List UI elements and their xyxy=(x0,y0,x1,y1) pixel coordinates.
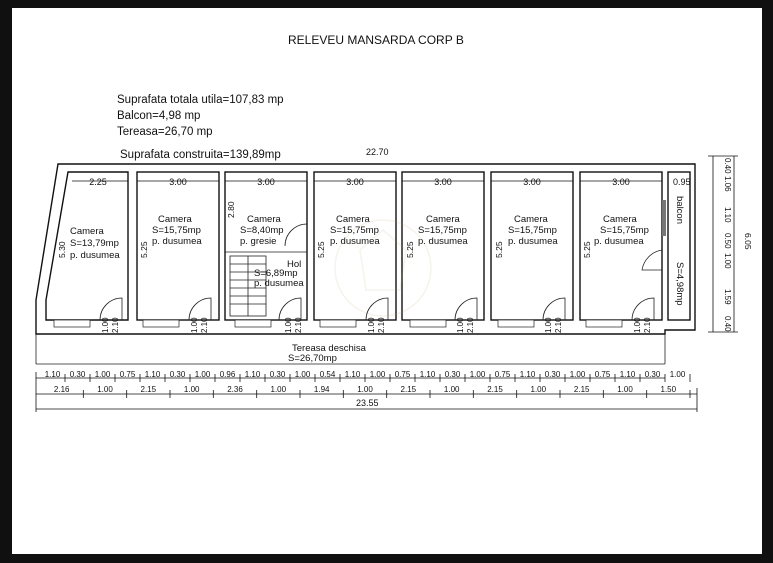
room-area: S=15,75mp xyxy=(152,225,201,236)
door-dimension-labels xyxy=(101,317,652,333)
bottom-dim-value: 1.94 xyxy=(313,385,330,394)
bottom-dim-value: 1.00 xyxy=(270,385,287,394)
bottom-dim-value: 0.75 xyxy=(394,370,411,379)
bottom-dim-value: 1.10 xyxy=(144,370,161,379)
bottom-dim-value: 1.00 xyxy=(617,385,633,394)
summary-built-area: Suprafata construita=139,89mp xyxy=(120,149,281,161)
svg-text:2.10: 2.10 xyxy=(554,317,563,333)
balcony-door-swing xyxy=(642,250,662,270)
room-area: S=15,75mp xyxy=(508,225,557,236)
right-dim: 1.10 xyxy=(723,207,732,223)
room-4 xyxy=(316,177,380,258)
bottom-dim-value: 0.30 xyxy=(444,370,461,379)
room-name: Camera xyxy=(247,214,281,225)
bottom-dim-value: 0.96 xyxy=(219,370,236,379)
right-dim: 0.50 xyxy=(723,233,732,249)
bottom-dim-value: 0.30 xyxy=(69,370,86,379)
room-floor: p. dusumea xyxy=(330,236,380,247)
room-5 xyxy=(405,177,468,258)
hall-door-swing xyxy=(285,224,307,246)
bottom-dim-value: 0.75 xyxy=(494,370,511,379)
svg-text:2.10: 2.10 xyxy=(377,317,386,333)
room-depth: 5.25 xyxy=(494,241,504,258)
balcony-area: S=4,98mp xyxy=(674,262,685,306)
bottom-dim-value: 0.75 xyxy=(119,370,136,379)
room-floor: p. dusumea xyxy=(594,236,644,247)
balcony-width: 0.95 xyxy=(673,177,691,187)
room-depth: 5.25 xyxy=(405,241,415,258)
watermark-logo xyxy=(335,220,431,316)
outer-wall xyxy=(36,164,695,334)
bottom-dim-value: 1.00 xyxy=(469,370,486,379)
room-width: 3.00 xyxy=(434,177,452,187)
room-depth: 5.25 xyxy=(139,241,149,258)
bottom-dim-value: 1.00 xyxy=(97,385,113,394)
bottom-dim-value: 1.10 xyxy=(419,370,436,379)
right-dimension-chain xyxy=(708,156,753,332)
room-floor: p. dusumea xyxy=(418,236,468,247)
room-2 xyxy=(139,177,202,258)
bottom-dim-value: 2.16 xyxy=(53,385,70,394)
bottom-dim-value: 1.10 xyxy=(44,370,61,379)
bottom-dim-value: 1.00 xyxy=(569,370,586,379)
svg-text:1.00: 1.00 xyxy=(456,317,465,333)
right-dim-total: 6.05 xyxy=(743,233,753,250)
bottom-dim-value: 0.54 xyxy=(319,370,336,379)
room-name: Camera xyxy=(514,214,548,225)
room-width: 3.00 xyxy=(612,177,630,187)
bottom-dim-value: 2.15 xyxy=(573,385,590,394)
room-depth: 5.30 xyxy=(57,241,67,258)
bottom-dim-value: 2.15 xyxy=(400,385,417,394)
bottom-dim-value: 1.00 xyxy=(183,385,200,394)
room-name: Camera xyxy=(70,226,104,237)
right-dim: 1.06 xyxy=(723,176,732,192)
bottom-dim-value: 0.30 xyxy=(544,370,561,379)
room-width: 3.00 xyxy=(346,177,364,187)
bottom-dim-value: 1.00 xyxy=(443,385,460,394)
room-name: Camera xyxy=(336,214,370,225)
hall-floor: p. dusumea xyxy=(254,278,304,289)
terrace-area: S=26,70mp xyxy=(288,353,337,364)
room-7 xyxy=(582,177,649,258)
room-width: 2.25 xyxy=(89,177,107,187)
right-dim: 0.40 xyxy=(723,316,732,332)
room-1 xyxy=(57,177,120,261)
bottom-dim-value: 1.10 xyxy=(344,370,361,379)
svg-text:1.00: 1.00 xyxy=(544,317,553,333)
bottom-dim-value: 1.00 xyxy=(369,370,386,379)
room-width: 3.00 xyxy=(523,177,541,187)
terrace-name: Tereasa deschisa xyxy=(292,343,366,354)
svg-text:2.10: 2.10 xyxy=(643,317,652,333)
bottom-dim-value: 0.75 xyxy=(594,370,611,379)
room-width: 3.00 xyxy=(257,177,275,187)
svg-text:2.10: 2.10 xyxy=(294,317,303,333)
room-depth: 5.25 xyxy=(582,241,592,258)
svg-text:1.00: 1.00 xyxy=(367,317,376,333)
bottom-dim-value: 1.00 xyxy=(669,370,686,379)
bottom-dim-value: 1.10 xyxy=(244,370,261,379)
bottom-dim-value: 2.15 xyxy=(487,385,503,394)
right-dim: 1.00 xyxy=(723,253,732,269)
summary-useful-area: Suprafata totala utila=107,83 mp xyxy=(117,94,284,106)
room-area: S=15,75mp xyxy=(330,225,379,236)
bottom-dim-value: 1.00 xyxy=(194,370,211,379)
room-area: S=13,79mp xyxy=(70,238,119,249)
room-area: S=8,40mp xyxy=(240,225,284,236)
bottom-dim-value: 1.00 xyxy=(357,385,373,394)
bottom-dim-value: 1.00 xyxy=(94,370,111,379)
room-depth: 5.25 xyxy=(316,241,326,258)
room-floor: p. gresie xyxy=(240,236,277,247)
room-width: 3.00 xyxy=(169,177,187,187)
svg-text:2.10: 2.10 xyxy=(466,317,475,333)
svg-text:2.10: 2.10 xyxy=(111,317,120,333)
room-name: Camera xyxy=(603,214,637,225)
room-area: S=15,75mp xyxy=(418,225,467,236)
room-floor: p. dusumea xyxy=(152,236,202,247)
bottom-dim-total: 23.55 xyxy=(356,398,379,408)
drawing-title: RELEVEU MANSARDA CORP B xyxy=(288,33,464,47)
room-6 xyxy=(494,177,558,258)
balcony-name: balcon xyxy=(674,196,685,224)
bottom-dim-value: 1.00 xyxy=(294,370,311,379)
svg-text:1.00: 1.00 xyxy=(284,317,293,333)
summary-terrace-area: Tereasa=26,70 mp xyxy=(117,126,213,138)
svg-text:2.10: 2.10 xyxy=(200,317,209,333)
hall-area: S=6,89mp xyxy=(254,268,298,279)
balcony-window xyxy=(662,200,666,236)
room-floor: p. dusumea xyxy=(70,250,120,261)
bottom-dim-value: 2.15 xyxy=(140,385,157,394)
svg-text:1.00: 1.00 xyxy=(101,317,110,333)
bottom-dim-value: 1.50 xyxy=(660,385,677,394)
front-openings xyxy=(54,298,654,327)
svg-text:1.00: 1.00 xyxy=(633,317,642,333)
bottom-dim-value: 0.30 xyxy=(644,370,661,379)
bottom-dim-value: 0.30 xyxy=(269,370,286,379)
bottom-dimension-row-1 xyxy=(45,370,690,382)
right-dim: 1.59 xyxy=(723,289,732,305)
room-name: Camera xyxy=(158,214,192,225)
bottom-dimension-row-2 xyxy=(54,385,690,398)
svg-text:1.00: 1.00 xyxy=(190,317,199,333)
overall-width-label: 22.70 xyxy=(366,147,389,157)
bottom-dim-value: 1.00 xyxy=(530,385,547,394)
room-area: S=15,75mp xyxy=(600,225,649,236)
bottom-dim-value: 1.10 xyxy=(619,370,636,379)
bottom-dim-value: 0.30 xyxy=(169,370,186,379)
bottom-dim-value: 1.10 xyxy=(519,370,536,379)
balcony xyxy=(642,177,691,306)
right-dim: 0.40 xyxy=(723,158,732,174)
room-name: Camera xyxy=(426,214,460,225)
room-floor: p. dusumea xyxy=(508,236,558,247)
summary-balcony-area: Balcon=4,98 mp xyxy=(117,110,201,122)
room-3 xyxy=(226,177,284,247)
room-depth: 2.80 xyxy=(226,201,236,218)
bottom-dim-value: 2.36 xyxy=(227,385,243,394)
hall-name: Hol xyxy=(287,259,302,270)
